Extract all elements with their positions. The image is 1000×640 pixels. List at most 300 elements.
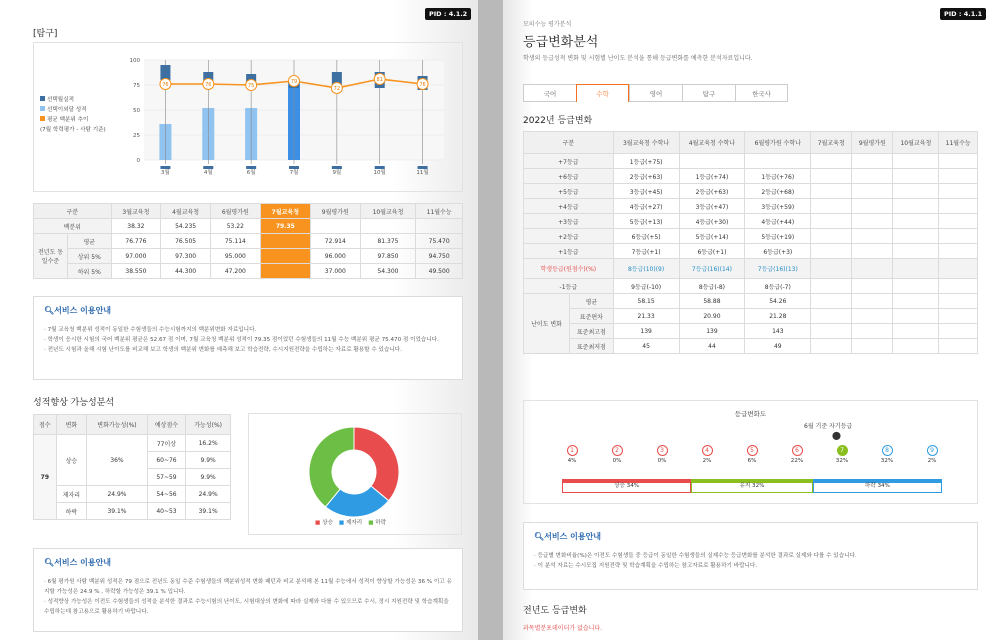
cell: 39.1% <box>87 503 148 520</box>
table-row <box>524 339 978 354</box>
left-report-page <box>0 0 478 640</box>
cell-selected <box>260 264 310 279</box>
cell: 58.15 <box>613 294 679 309</box>
breadcrumb: 모의수능 평가분석 <box>523 21 572 28</box>
search-icon: 🔍︎ <box>44 306 55 315</box>
cell <box>939 259 978 279</box>
cell <box>811 154 852 169</box>
cell <box>893 279 939 294</box>
table-row <box>524 169 978 184</box>
avg-point-label: 72 <box>333 86 341 92</box>
section-title: [탐구] <box>33 29 58 39</box>
cell: 제자리 <box>56 486 87 503</box>
cell: 6등급(+5) <box>613 229 679 244</box>
change-bar: 상승 34% <box>562 479 691 493</box>
cell <box>811 279 852 294</box>
x-tick-label: 10월 <box>373 170 386 176</box>
col-header: 4월교육청 수학나 <box>679 132 745 154</box>
search-icon: 🔍︎ <box>534 532 545 541</box>
cell <box>893 214 939 229</box>
grade-pct: 2% <box>702 458 712 464</box>
cell: 5등급(+19) <box>745 229 811 244</box>
col-header: 변화가능성(%) <box>87 415 148 435</box>
cell <box>852 199 893 214</box>
cell: 97.850 <box>360 249 416 264</box>
page-title: 등급변화분석 <box>523 35 599 50</box>
cell: 47.200 <box>210 264 260 279</box>
grade-pct: 0% <box>657 458 667 464</box>
cell <box>811 229 852 244</box>
cell: 2등급(+68) <box>745 184 811 199</box>
cell: 40~53 <box>147 503 185 520</box>
range-tick <box>289 166 299 169</box>
cell: 81.375 <box>360 234 416 249</box>
grade-change-diagram <box>523 400 978 504</box>
row-label: 평균 <box>68 234 112 249</box>
cell <box>811 199 852 214</box>
donut-panel <box>248 413 462 535</box>
group-label: 전년도 동일수준 <box>34 234 68 279</box>
table-row <box>524 279 978 294</box>
guide-item: · 등급별 변화비율(%)은 이전도 수험생들 중 등급이 동일한 수험생들의 실제수능 등급변화를 분석한 결과로 실제와 다를 수 있습니다. <box>534 551 857 561</box>
cell <box>852 154 893 169</box>
range-tick <box>246 166 256 169</box>
subject-tabs <box>523 84 788 102</box>
cell <box>939 154 978 169</box>
grade-circle: 2 <box>612 445 623 456</box>
map-pin-icon: ⬤ <box>832 431 841 440</box>
cell: 139 <box>679 324 745 339</box>
cell: 97.300 <box>161 249 211 264</box>
cell <box>893 244 939 259</box>
improvement-title: 성적향상 가능성분석 <box>33 398 115 408</box>
grade-circle: 9 <box>927 445 938 456</box>
avg-point-label: 79 <box>290 79 298 85</box>
cell: 1등급(+76) <box>745 169 811 184</box>
col-header: 10월교육청 <box>893 132 939 154</box>
grade-circle: 8 <box>882 445 893 456</box>
cell: 6등급(+1) <box>679 244 745 259</box>
avg-point-label: 76 <box>205 82 212 88</box>
cell <box>852 309 893 324</box>
cell: 94.750 <box>416 249 463 264</box>
cell <box>939 324 978 339</box>
diagram-title: 등급변화도 <box>734 410 767 418</box>
cell: 표준최저점 <box>570 339 614 354</box>
service-guide-title: 🔍︎서비스 이용안내 <box>534 532 602 541</box>
chart-legend <box>40 95 106 135</box>
guide-item: · 6월 평가원 사탐 백분위 성적은 79 점으로 전년도 동일 수준 수험생들의 백분위성적 변화 패턴과 비교 분석해 본 11월 수능에서 성적이 향상할 가능성은 36 % 이고 유지할 가능성은 24.9 % , 하락할 가능성은 39.1 % 입니다. <box>44 577 452 597</box>
cell <box>893 229 939 244</box>
grade-circles <box>562 445 942 464</box>
cell: 표준최고점 <box>570 324 614 339</box>
cell: 76.505 <box>161 234 211 249</box>
grade-item <box>562 445 582 464</box>
table-row <box>524 184 978 199</box>
service-guide-title: 🔍︎서비스 이용안내 <box>44 306 112 315</box>
cell <box>939 279 978 294</box>
cell <box>893 199 939 214</box>
avg-point-label: 75 <box>247 83 255 89</box>
grade-item <box>832 445 852 464</box>
cell: 57~59 <box>147 469 185 486</box>
grade-pct: 6% <box>747 458 757 464</box>
guide-item: · 7월 교육청 백분위 성적이 동일한 수험생들의 수능시험까지의 백분위변화 자료입니다. <box>44 325 439 335</box>
cell: 60~76 <box>147 452 185 469</box>
cell <box>811 294 852 309</box>
cell <box>893 154 939 169</box>
cell: 77이상 <box>147 435 185 452</box>
cell: +3등급 <box>524 214 614 229</box>
section-title: 2022년 등급변화 <box>523 116 593 126</box>
grade-circle: 6 <box>792 445 803 456</box>
col-header: 4월교육청 <box>161 204 211 219</box>
grade-circle: 1 <box>567 445 578 456</box>
cell <box>811 244 852 259</box>
cell: +6등급 <box>524 169 614 184</box>
donut-slice <box>354 427 399 501</box>
service-guide-box <box>523 522 978 590</box>
grade-pct: 0% <box>612 458 622 464</box>
cell: 143 <box>745 324 811 339</box>
cell-selected <box>260 249 310 264</box>
grade-item <box>697 445 717 464</box>
grade-item <box>607 445 627 464</box>
cell <box>939 199 978 214</box>
donut-legend <box>315 518 386 526</box>
cell: 8등급(-7) <box>745 279 811 294</box>
cell: 49 <box>745 339 811 354</box>
cell: +7등급 <box>524 154 614 169</box>
table-row <box>524 244 978 259</box>
cell <box>811 324 852 339</box>
cell: +5등급 <box>524 184 614 199</box>
grade-circle: 3 <box>657 445 668 456</box>
col-header: 3월교육청 <box>111 204 161 219</box>
cell <box>939 294 978 309</box>
table-row <box>524 309 978 324</box>
cell: +1등급 <box>524 244 614 259</box>
cell: 상승 <box>56 435 87 486</box>
student-row <box>524 259 978 279</box>
col-header: 6월평가원 수학나 <box>745 132 811 154</box>
cell: 58.88 <box>679 294 745 309</box>
percentile-chart-panel <box>33 42 463 192</box>
cell: 49.500 <box>416 264 463 279</box>
donut-chart <box>304 422 404 522</box>
table-row <box>524 154 978 169</box>
cell: 75.470 <box>416 234 463 249</box>
x-tick-label: 3월 <box>161 170 170 176</box>
service-guide-title: 🔍︎서비스 이용안내 <box>44 558 112 567</box>
pid-badge: PID : 4.1.2 <box>425 8 471 20</box>
cell: 5등급(+14) <box>679 229 745 244</box>
col-header: 점수 <box>34 415 57 435</box>
x-tick-label: 9월 <box>332 170 342 176</box>
cell <box>852 324 893 339</box>
grade-item <box>787 445 807 464</box>
cell: 평균 <box>570 294 614 309</box>
cell: 72.914 <box>310 234 360 249</box>
x-tick-label: 6월 <box>246 170 256 176</box>
cell <box>939 169 978 184</box>
cell: 38.32 <box>111 219 161 234</box>
page-desc: 학생의 등급성적 변화 및 시험별 난이도 분석을 통해 등급변화를 예측한 분석자료입니다. <box>523 55 753 62</box>
y-tick-label: 25 <box>133 133 140 139</box>
cell <box>893 184 939 199</box>
legend-avg: 평균 백분위 추이 <box>40 115 106 125</box>
y-tick-label: 50 <box>133 108 140 114</box>
grade-pct: 2% <box>927 458 937 464</box>
cell <box>852 244 893 259</box>
table-row <box>524 199 978 214</box>
table-row <box>524 324 978 339</box>
tab-korean-history[interactable]: 한국사 <box>735 84 788 102</box>
x-tick-label: 7월 <box>289 170 299 176</box>
cell <box>852 169 893 184</box>
cell: 37.000 <box>310 264 360 279</box>
x-tick-label: 4월 <box>203 170 213 176</box>
cell: 4등급(+30) <box>679 214 745 229</box>
col-header: 7월교육청 <box>811 132 852 154</box>
range-tick <box>160 166 170 169</box>
cell: 96.000 <box>310 249 360 264</box>
cell: 9등급(-10) <box>613 279 679 294</box>
grade-pct: 4% <box>567 458 577 464</box>
col-header: 11월수능 <box>416 204 463 219</box>
right-report-page <box>503 0 1000 640</box>
cell: 38.550 <box>111 264 161 279</box>
table-row <box>524 229 978 244</box>
cell: 하락 <box>56 503 87 520</box>
col-header: 10월교육청 <box>360 204 416 219</box>
grade-pct: 32% <box>835 458 849 464</box>
grade-circle: 4 <box>702 445 713 456</box>
cell <box>745 154 811 169</box>
cell: 54.300 <box>360 264 416 279</box>
change-bar: 유지 32% <box>691 479 813 493</box>
cell: 4등급(+44) <box>745 214 811 229</box>
cell: +2등급 <box>524 229 614 244</box>
cell: 54~56 <box>147 486 185 503</box>
cell <box>852 184 893 199</box>
avg-point-label: 81 <box>376 77 383 83</box>
col-header: 9월평가원 <box>852 132 893 154</box>
cell: 3등급(+45) <box>613 184 679 199</box>
cell: 76.776 <box>111 234 161 249</box>
cell <box>811 169 852 184</box>
cell <box>360 219 416 234</box>
cell: 6등급(+3) <box>745 244 811 259</box>
guide-item: · 이 분석 자료는 수시모집 지원전략 및 학습계획을 수립하는 참고자료로 활용하기 바랍니다. <box>534 561 857 571</box>
cell: 24.9% <box>186 486 231 503</box>
cell: 16.2% <box>186 435 231 452</box>
cell: 54.26 <box>745 294 811 309</box>
legend-note: (7월 학력평가 - 사탐 기준) <box>40 127 106 133</box>
search-icon: 🔍︎ <box>44 558 55 567</box>
cell: 1등급(+75) <box>613 154 679 169</box>
cell: -1등급 <box>524 279 614 294</box>
cell <box>852 279 893 294</box>
col-header: 구분 <box>524 132 614 154</box>
cell <box>811 184 852 199</box>
cell <box>939 339 978 354</box>
cell <box>852 229 893 244</box>
avg-point-label: 76 <box>162 82 169 88</box>
cell: 1등급(+74) <box>679 169 745 184</box>
range-tick <box>203 166 213 169</box>
grade-pct: 32% <box>880 458 894 464</box>
grade-item <box>877 445 897 464</box>
cell <box>811 309 852 324</box>
cell <box>811 214 852 229</box>
cell <box>811 339 852 354</box>
y-tick-label: 100 <box>129 58 140 64</box>
pid-badge: PID : 4.1.1 <box>940 8 986 20</box>
col-header: 예상점수 <box>147 415 185 435</box>
cell <box>893 169 939 184</box>
range-box <box>160 65 170 80</box>
service-guide-box-2 <box>33 548 463 632</box>
cell: 39.1% <box>186 503 231 520</box>
row-label: 하위 5% <box>68 264 112 279</box>
col-header: 6월평가원 <box>210 204 260 219</box>
percentile-table <box>33 203 463 279</box>
cell: 44 <box>679 339 745 354</box>
cell: 3등급(+47) <box>679 199 745 214</box>
score-cell: 79 <box>34 435 57 520</box>
grade-item <box>922 445 942 464</box>
cell: 난이도 변화 <box>524 294 570 354</box>
service-guide-box <box>33 296 463 380</box>
guide-item: · 학생이 응시한 시험의 국어 백분위 평균은 52.67 점 이며, 7월 교육청 백분위 성적이 79.35 점이었던 수험생들의 11월 수능 백분위 평균 75.470 점 이었습니다. <box>44 335 439 345</box>
cell <box>939 309 978 324</box>
y-tick-label: 75 <box>133 83 140 89</box>
cell: 7등급(16)(14) <box>679 259 745 279</box>
range-tick <box>375 166 385 169</box>
cell <box>939 214 978 229</box>
cell: 36% <box>87 435 148 486</box>
cell: 54.235 <box>161 219 211 234</box>
cell: 139 <box>613 324 679 339</box>
cell: 7등급(16)(13) <box>745 259 811 279</box>
col-header-selected: 7월교육청 <box>260 204 310 219</box>
cell <box>852 339 893 354</box>
tab-inquiry[interactable]: 탐구 <box>682 84 735 102</box>
cell: 24.9% <box>87 486 148 503</box>
cell: 2등급(+63) <box>613 169 679 184</box>
cell: 4등급(+27) <box>613 199 679 214</box>
table-row <box>524 294 978 309</box>
x-tick-label: 11월 <box>416 170 429 176</box>
col-header: 3월교육청 수학나 <box>613 132 679 154</box>
improvement-table <box>33 414 231 520</box>
cell <box>939 244 978 259</box>
cell: 7등급(+1) <box>613 244 679 259</box>
row-label: 상위 5% <box>68 249 112 264</box>
col-header: 구분 <box>34 204 112 219</box>
col-header: 9월평가원 <box>310 204 360 219</box>
cell <box>893 259 939 279</box>
col-header: 가능성(%) <box>186 415 231 435</box>
cell-selected: 79.35 <box>260 219 310 234</box>
cell <box>893 294 939 309</box>
cell: 8등급(10)(9) <box>613 259 679 279</box>
cell <box>416 219 463 234</box>
cell <box>893 324 939 339</box>
cell: 9.9% <box>186 469 231 486</box>
tab-math[interactable]: 수학 <box>576 84 629 102</box>
grade-bars <box>562 479 942 493</box>
cell <box>852 259 893 279</box>
row-label: 백분위 <box>34 219 112 234</box>
grade-item <box>652 445 672 464</box>
guide-item: · 전년도 시험과 올해 시험 난이도를 비교해 보고 학생의 백분위 변화를 예측해 보고 학습전략, 수시지원전략을 수립하는 자료로 활용할 수 있습니다. <box>44 345 439 355</box>
cell: +4등급 <box>524 199 614 214</box>
legend-selected: 선택월실적 <box>40 95 106 105</box>
cell: 5등급(+13) <box>613 214 679 229</box>
cell: 21.33 <box>613 309 679 324</box>
cell: 표준편차 <box>570 309 614 324</box>
tab-korean[interactable]: 국어 <box>523 84 576 102</box>
cell: 97.000 <box>111 249 161 264</box>
self-grade-label: 6월 기준 자기등급 <box>804 423 853 430</box>
cell <box>310 219 360 234</box>
cell <box>893 339 939 354</box>
cell: 53.22 <box>210 219 260 234</box>
col-header: 11월수능 <box>939 132 978 154</box>
grade-circle: 5 <box>747 445 758 456</box>
guide-item: · 성적향상 가능성은 이전도 수험생들의 성적을 분석한 결과로 수능시험의 난이도, 시험대상의 변화에 따라 실제와 다를 수 있으므로 수시, 정시 지원전략 및 학습계획을 수립하는데 참고용으로 활용하기 바랍니다. <box>44 597 452 617</box>
tab-english[interactable]: 영어 <box>629 84 682 102</box>
percentile-chart <box>114 55 454 180</box>
cell <box>852 214 893 229</box>
cell: 학생등급(원점수)(%) <box>524 259 614 279</box>
prev-year-title: 전년도 등급변화 <box>523 606 587 616</box>
range-tick <box>332 166 342 169</box>
legend-keep: ■ 제자리 <box>338 520 363 526</box>
legend-rise: ■ 상승 <box>315 520 333 526</box>
cell: 8등급(-8) <box>679 279 745 294</box>
range-tick <box>418 166 428 169</box>
legend-other: 선택이외달 성적 <box>40 105 106 115</box>
cell: 44.300 <box>161 264 211 279</box>
cell <box>893 309 939 324</box>
cell <box>811 259 852 279</box>
cell: 20.90 <box>679 309 745 324</box>
avg-point-label: 76 <box>419 82 426 88</box>
no-data-note: 과목별분포데이터가 없습니다. <box>523 625 603 632</box>
y-tick-label: 0 <box>136 158 140 164</box>
cell: 45 <box>613 339 679 354</box>
cell <box>939 229 978 244</box>
change-bar: 하락 34% <box>813 479 942 493</box>
col-header: 변화 <box>56 415 87 435</box>
cell-selected <box>260 234 310 249</box>
cell <box>679 154 745 169</box>
cell: 9.9% <box>186 452 231 469</box>
cell <box>939 184 978 199</box>
cell: 95.000 <box>210 249 260 264</box>
cell <box>852 294 893 309</box>
cell: 2등급(+63) <box>679 184 745 199</box>
grade-item <box>742 445 762 464</box>
grade-change-table <box>523 131 978 354</box>
legend-fall: ■ 하락 <box>368 520 387 526</box>
cell: 21.28 <box>745 309 811 324</box>
grade-pct: 22% <box>790 458 804 464</box>
cell: 75.114 <box>210 234 260 249</box>
